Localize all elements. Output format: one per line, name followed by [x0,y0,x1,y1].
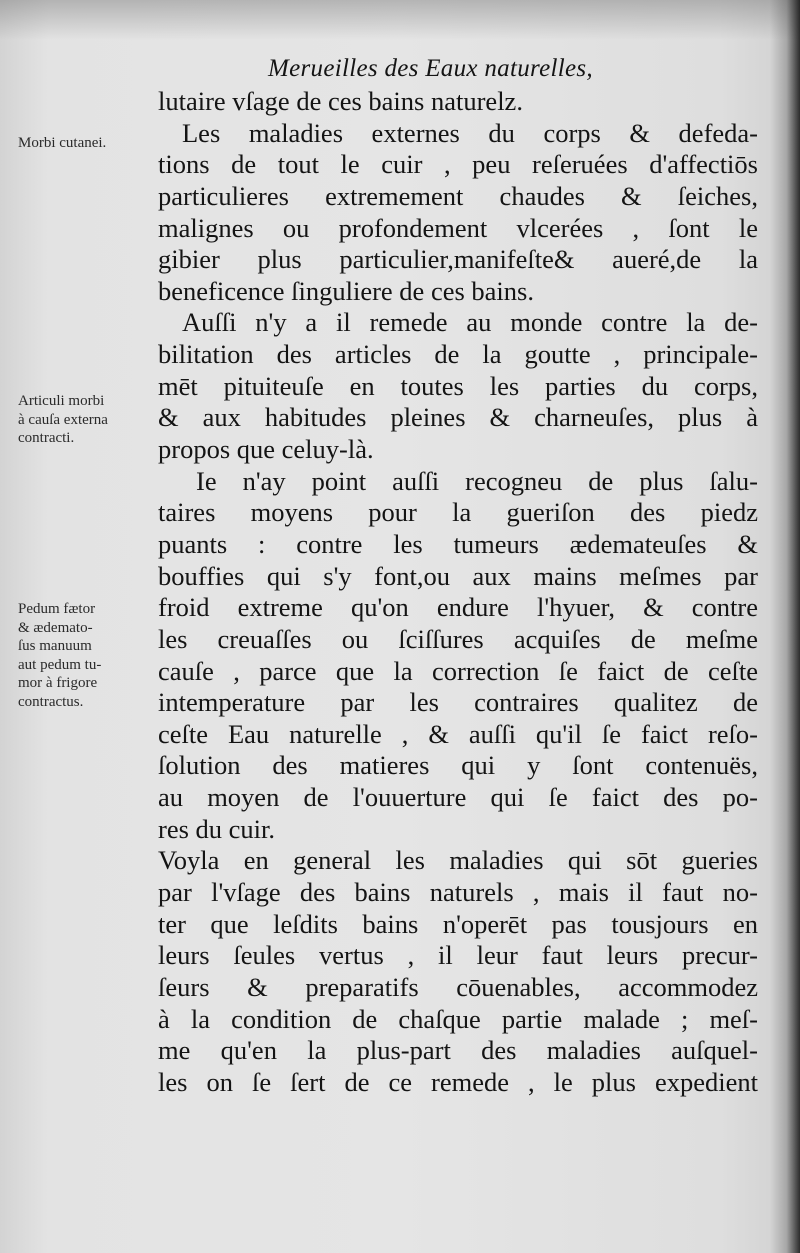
text-line: les on ſe ſert de ce remede , le plus expedient [158,1066,758,1097]
margin-note-line: à cauſa externa [18,411,108,428]
text-line: & aux habitudes pleines & charneuſes, plus à [158,402,758,433]
text-line: leurs ſeules vertus , il leur faut leurs precur- [158,940,758,971]
text-line: les creuaſſes ou ſciſſures acquiſes de meſme [158,623,758,654]
text-line: ceſte Eau naturelle , & auſſi qu'il ſe faict reſo- [158,718,758,749]
text-line: propos que celuy-là. [158,434,374,465]
text-line: puants : contre les tumeurs ædemateuſes & [158,528,758,559]
text-line: res du cuir. [158,813,276,844]
text-line: me qu'en la plus-part des maladies auſquel- [158,1035,758,1066]
margin-note-morbi-cutanei [18,134,158,153]
text-line: ſolution des matieres qui y ſont contenuës, [158,750,758,781]
margin-note-line: & ædemato- [18,619,93,636]
text-line: ſeurs & preparatifs cōuenables, accommodez [158,971,758,1002]
text-line: mēt pituiteuſe en toutes les parties du corps, [158,370,758,401]
page-top-shadow [0,0,800,40]
text-line: particulieres extremement chaudes & ſeiches, [158,180,758,211]
running-head: Merueilles des Eaux naturelles, [268,55,593,82]
text-line: Ie n'ay point auſſi recogneu de plus ſalu- [196,465,758,496]
margin-note-line: mor à frigore [18,675,98,691]
text-line: lutaire vſage de ces bains naturelz. [158,86,523,116]
text-line: bouffies qui s'y font,ou aux mains meſmes par [158,560,758,591]
text-line: par l'vſage des bains naturels , mais il faut no- [158,877,758,908]
text-line: ter que leſdits bains n'operēt pas tousjours en [158,908,758,939]
text-line: intemperature par les contraires qualitez de [158,687,758,718]
text-line: froid extreme qu'on endure l'hyuer, & contre [158,592,758,623]
text-line: gibier plus particulier,manifeſte& aueré,de la [158,244,758,275]
text-line: au moyen de l'ouuerture qui ſe faict des po- [158,782,758,813]
margin-note-line: contracti. [18,430,75,446]
margin-note-line: aut pedum tu- [18,656,102,673]
text-line: malignes ou profondement vlcerées , ſont le [158,212,758,243]
main-text-block [158,86,758,1099]
margin-note-line: contractus. [18,693,84,710]
text-line: Voyla en general les maladies qui sōt gueries [158,845,758,876]
text-line: beneficence ſinguliere de ces bains. [158,275,534,306]
text-line: taires moyens pour la gueriſon des piedz [158,497,758,528]
text-line: Les maladies externes du corps & defeda- [182,117,758,148]
text-line: cauſe , parce que la correction ſe faict de ceſte [158,655,758,686]
text-line: tions de tout le cuir , peu reſeruées d'affectiōs [158,149,758,180]
margin-note-pedum-faetor [18,600,158,711]
text-line: Auſſi n'y a il remede au monde contre la de- [182,307,758,338]
margin-note-line: Articuli morbi [18,393,105,409]
book-spine-shadow [770,0,800,1253]
margin-note-line: Pedum fætor [18,601,96,617]
text-line: bilitation des articles de la goutte , principale- [158,339,758,370]
text-line: à la condition de chaſque partie malade ; meſ- [158,1003,758,1034]
margin-note-articuli-morbi [18,392,158,448]
margin-note-line: ſus manuum [18,638,92,654]
margin-note-line: Morbi cutanei. [18,135,107,151]
